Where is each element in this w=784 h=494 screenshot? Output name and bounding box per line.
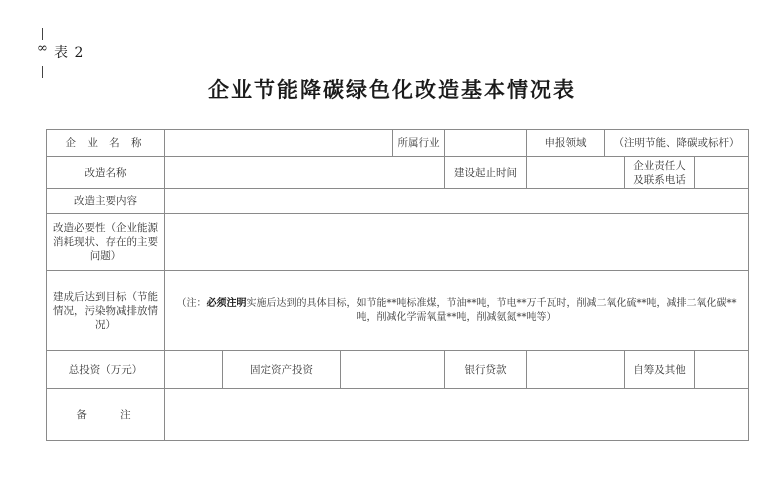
industry-label: 所属行业 <box>393 130 445 157</box>
fixed-asset-field[interactable] <box>341 351 445 389</box>
target-note-emphasis: 必须注明 <box>206 297 247 309</box>
remarks-field[interactable] <box>165 389 749 441</box>
target-label: 建成后达到目标（节能情况，污染物减排放情况） <box>47 271 165 351</box>
margin-glyph: ∞ <box>37 41 48 56</box>
target-note[interactable] <box>165 271 749 351</box>
total-invest-label: 总投资（万元） <box>47 351 165 389</box>
industry-field[interactable] <box>445 130 527 157</box>
bank-loan-label: 银行贷款 <box>445 351 527 389</box>
contact-field[interactable] <box>695 157 749 189</box>
row-target <box>47 271 749 351</box>
project-name-label: 改造名称 <box>47 157 165 189</box>
row-necessity <box>47 214 749 271</box>
target-note-prefix: （注： <box>176 297 207 309</box>
period-field[interactable] <box>527 157 625 189</box>
row-investment <box>47 351 749 389</box>
necessity-label: 改造必要性（企业能源消耗现状、存在的主要问题） <box>47 214 165 271</box>
contact-label-line2: 及联系电话 <box>633 173 686 186</box>
bank-loan-field[interactable] <box>527 351 625 389</box>
row-content <box>47 189 749 214</box>
binding-margin-mark <box>38 28 48 80</box>
contact-label-line1: 企业责任人 <box>633 159 686 172</box>
period-label: 建设起止时间 <box>445 157 527 189</box>
domain-hint: （注明节能、降碳或标杆） <box>605 130 749 157</box>
company-name-label: 企 业 名 称 <box>47 130 165 157</box>
row-company <box>47 130 749 157</box>
content-field[interactable] <box>165 189 749 214</box>
remarks-label: 备 注 <box>47 389 165 441</box>
total-invest-field[interactable] <box>165 351 223 389</box>
target-note-body: 实施后达到的具体目标，如节能**吨标准煤，节油**吨，节电**万千瓦时，削减二氧化硫**吨，减排二氧化碳**吨，削减化学需氧量**吨，削减氨氮**吨等） <box>246 297 737 323</box>
self-raised-field[interactable] <box>695 351 749 389</box>
self-raised-label: 自筹及其他 <box>625 351 695 389</box>
company-name-field[interactable] <box>165 130 393 157</box>
contact-label <box>625 157 695 189</box>
row-remarks <box>47 389 749 441</box>
document-title: 企业节能降碳绿色化改造基本情况表 <box>208 77 576 102</box>
info-form-table <box>46 129 749 441</box>
fixed-asset-label: 固定资产投资 <box>223 351 341 389</box>
necessity-field[interactable] <box>165 214 749 271</box>
form-number-label: 表 2 <box>54 45 85 61</box>
row-project <box>47 157 749 189</box>
margin-line-top <box>42 28 43 40</box>
domain-label: 申报领域 <box>527 130 605 157</box>
project-name-field[interactable] <box>165 157 445 189</box>
content-label: 改造主要内容 <box>47 189 165 214</box>
